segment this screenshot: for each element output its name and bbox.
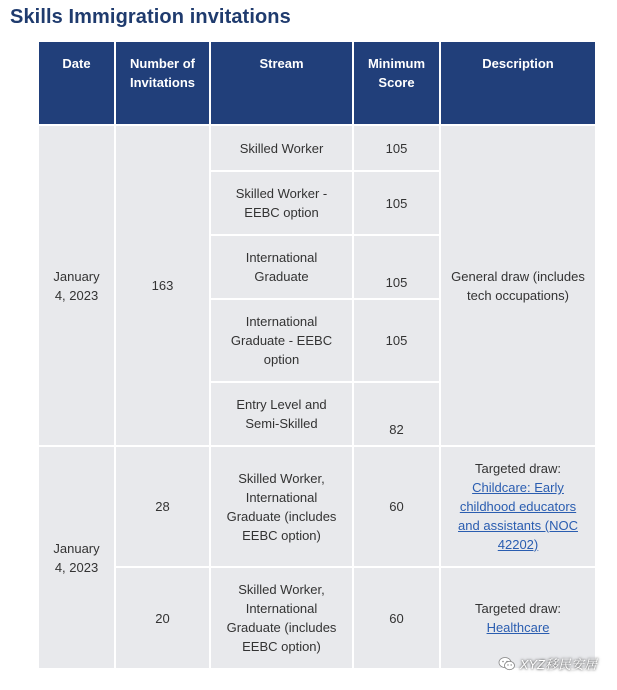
- healthcare-link[interactable]: Healthcare: [486, 620, 550, 635]
- table-header-row: [38, 41, 596, 125]
- header-description: Description: [440, 41, 596, 125]
- header-stream: Stream: [210, 41, 353, 125]
- page-title: Skills Immigration invitations: [10, 6, 291, 28]
- description-cell: General draw (includes tech occupations): [440, 125, 596, 446]
- score-cell: 105: [353, 299, 440, 382]
- score-cell: 60: [353, 446, 440, 567]
- description-prefix: Targeted draw:: [475, 461, 561, 476]
- stream-cell: Skilled Worker: [210, 125, 353, 171]
- header-minimum-score: Minimum Score: [353, 41, 440, 125]
- score-cell: 105: [353, 235, 440, 299]
- date-cell: January 4, 2023: [38, 125, 115, 446]
- wechat-icon: [498, 656, 516, 672]
- score-cell: 105: [353, 171, 440, 235]
- score-cell: 60: [353, 567, 440, 669]
- date-cell: January 4, 2023: [38, 446, 115, 669]
- table-row: [38, 125, 596, 171]
- childcare-link[interactable]: Childcare: Early childhood educators and assistants (NOC 42202): [458, 480, 578, 552]
- stream-cell: Entry Level and Semi-Skilled: [210, 382, 353, 446]
- description-prefix: Targeted draw:: [475, 601, 561, 616]
- invitations-cell: 163: [115, 125, 210, 446]
- header-number-of-invitations: Number of Invitations: [115, 41, 210, 125]
- invitations-table: [37, 40, 597, 670]
- stream-cell: International Graduate - EEBC option: [210, 299, 353, 382]
- description-cell: [440, 446, 596, 567]
- watermark: [498, 654, 597, 673]
- table-row: [38, 446, 596, 567]
- watermark-text: XYZ移民安居: [519, 657, 597, 672]
- stream-cell: International Graduate: [210, 235, 353, 299]
- stream-cell: Skilled Worker, International Graduate (includes EEBC option): [210, 446, 353, 567]
- invitations-cell: 20: [115, 567, 210, 669]
- invitations-cell: 28: [115, 446, 210, 567]
- stream-cell: Skilled Worker - EEBC option: [210, 171, 353, 235]
- stream-cell: Skilled Worker, International Graduate (includes EEBC option): [210, 567, 353, 669]
- header-date: Date: [38, 41, 115, 125]
- score-cell: 105: [353, 125, 440, 171]
- score-cell: 82: [353, 382, 440, 446]
